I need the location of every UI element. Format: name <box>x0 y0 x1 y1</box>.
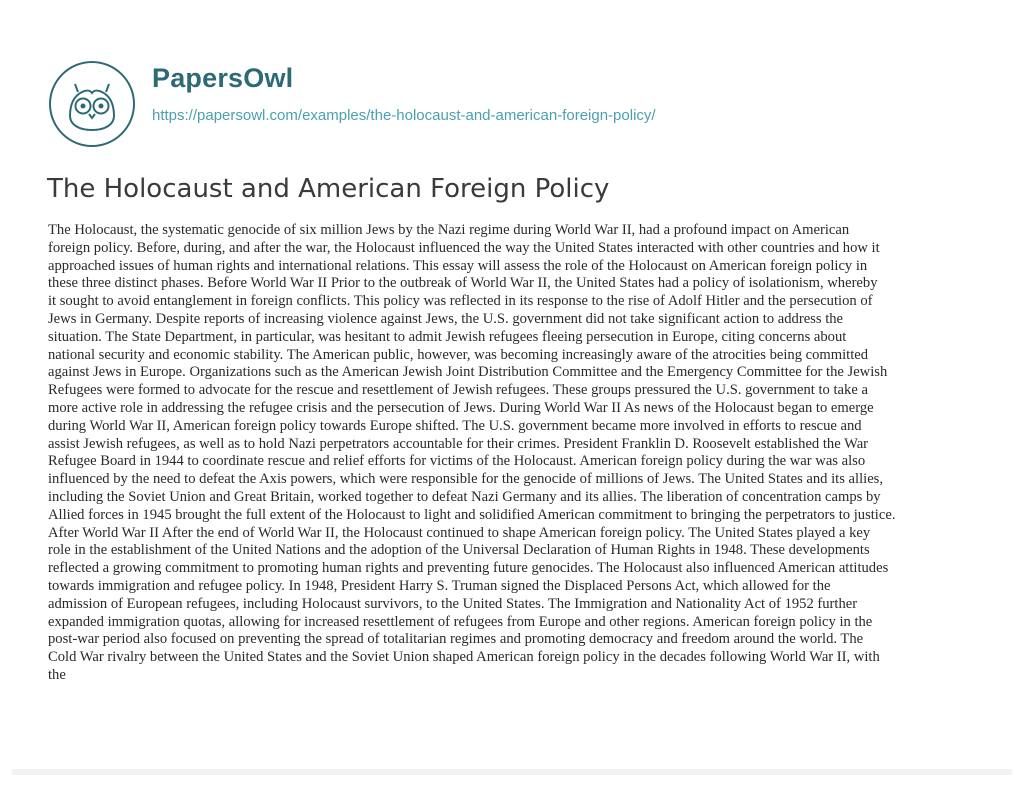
article-line: Refugees were formed to advocate for the rescue and resettlement of Jewish refugees. These groups pressured the U.S. government to take a <box>48 382 868 399</box>
article-line: Allied forces in 1945 brought the full extent of the Holocaust to light and solidified American commitment to bringing the perpetrators to justice. <box>48 506 896 523</box>
article-line: post-war period also focused on preventing the spread of totalitarian regimes and promoting democracy and freedom around the world. The <box>48 631 864 648</box>
article-line: influenced by the need to defeat the Axis powers, which were responsible for the genocide of millions of Jews. The United States and its allies, <box>48 471 884 488</box>
article-line: including the Soviet Union and Great Britain, worked together to defeat Nazi Germany and its allies. The liberation of concentration camps by <box>48 488 881 505</box>
article-line: these three distinct phases. Before World War II Prior to the outbreak of World War II, the United States had a policy of isolationism, whereby <box>48 275 878 292</box>
article-line: Cold War rivalry between the United States and the Soviet Union shaped American foreign policy in the decades following World War II, with <box>48 649 880 666</box>
bottom-divider <box>12 769 1012 775</box>
article-line: role in the establishment of the United Nations and the adoption of the Universal Declaration of Human Rights in 1948. These developments <box>48 542 870 559</box>
site-header <box>48 60 988 150</box>
article-line: against Jews in Europe. Organizations such as the American Jewish Joint Distribution Committee and the Emergency Committee for the Jewish <box>48 364 888 381</box>
article-line: reflected a growing commitment to promoting human rights and preventing future genocides. The Holocaust also influenced American attitudes <box>48 560 889 577</box>
article-line: The Holocaust, the systematic genocide of six million Jews by the Nazi regime during World War II, had a profound impact on American <box>48 222 850 238</box>
article-line: After World War II After the end of World War II, the Holocaust continued to shape American foreign policy. The United States played a key <box>48 524 871 541</box>
article-line: during World War II, American foreign policy towards Europe shifted. The U.S. government became more involved in efforts to rescue and <box>48 417 862 434</box>
article-body <box>48 222 985 685</box>
article-title: The Holocaust and American Foreign Policy <box>47 174 610 204</box>
owl-logo-icon[interactable] <box>48 60 136 148</box>
article-line: expanded immigration quotas, allowing for increased resettlement of refugees from Europe and other regions. American foreign policy in the <box>48 613 873 630</box>
article-line: national security and economic stability. The American public, however, was becoming increasingly aware of the atrocities being committed <box>48 346 869 363</box>
article-line: Refugee Board in 1944 to coordinate rescue and relief efforts for victims of the Holocaust. American foreign policy during the war was also <box>48 453 866 470</box>
source-url-link[interactable]: https://papersowl.com/examples/the-holocaust-and-american-foreign-policy/ <box>152 107 656 124</box>
article-line: situation. The State Department, in particular, was hesitant to admit Jewish refugees fleeing persecution in Europe, citing concerns about <box>48 328 847 345</box>
brand-name[interactable]: PapersOwl <box>152 63 294 93</box>
article-line: foreign policy. Before, during, and after the war, the Holocaust influenced the way the United States interacted with other countries and how it <box>48 239 880 256</box>
article-line: the <box>48 666 66 683</box>
article-line: more active role in addressing the refugee crisis and the persecution of Jews. During World War II As news of the Holocaust began to emerge <box>48 399 874 416</box>
article-line: Jews in Germany. Despite reports of increasing violence against Jews, the U.S. government did not take significant action to address the <box>48 310 844 327</box>
article-line: approached issues of human rights and international relations. This essay will assess the role of the Holocaust on American foreign policy in <box>48 257 868 274</box>
article-line: towards immigration and refugee policy. In 1948, President Harry S. Truman signed the Displaced Persons Act, which allowed for the <box>48 577 831 594</box>
article-line: admission of European refugees, including Holocaust survivors, to the United States. The Immigration and Nationality Act of 1952 further <box>48 595 858 612</box>
article-line: assist Jewish refugees, as well as to hold Nazi perpetrators accountable for their crimes. President Franklin D. Roosevelt established the War <box>48 435 869 452</box>
article-line: it sought to avoid entanglement in foreign conflicts. This policy was reflected in its response to the rise of Adolf Hitler and the persecution of <box>48 293 873 310</box>
